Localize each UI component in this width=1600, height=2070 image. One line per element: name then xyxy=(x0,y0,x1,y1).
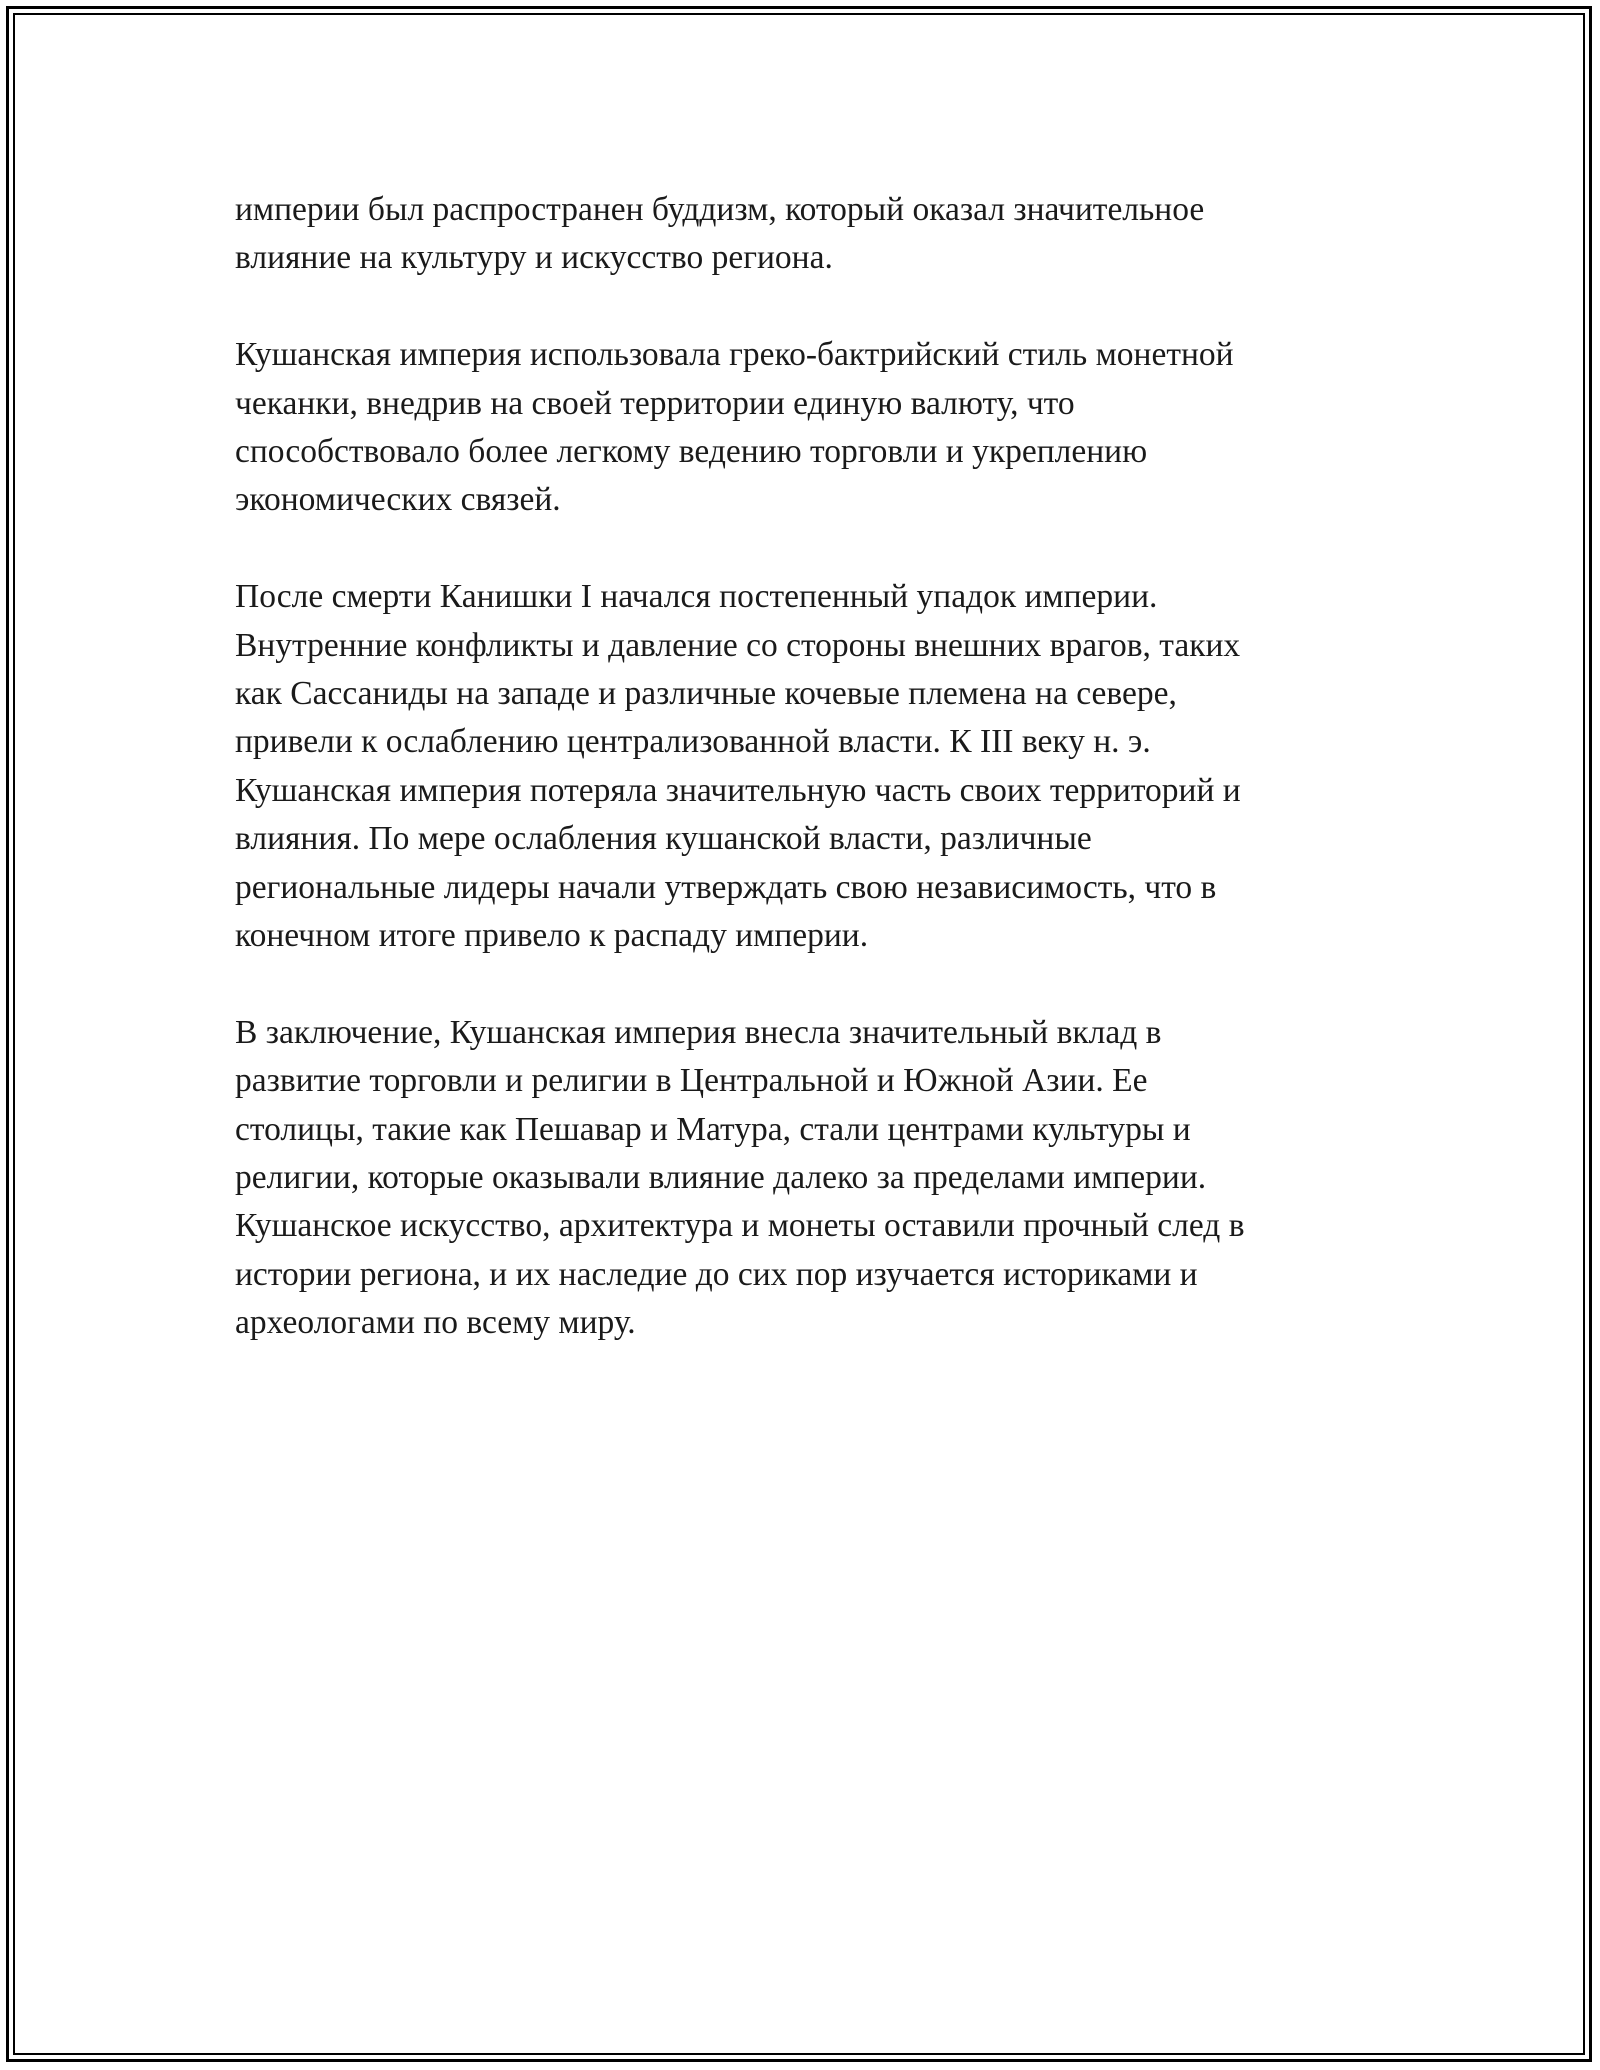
paragraph-decline: После смерти Канишки I начался постепенный упадок империи. Внутренние конфликты и давление со стороны внешних врагов, таких как Сассаниды на западе и различные кочевые племена на севере, привели к ослаблению централизованной власти. К III веку н. э. Кушанская империя потеряла значительную часть своих территорий и влияния. По мере ослабления кушанской власти, различные региональные лидеры начали утверждать свою независимость, что в конечном итоге привело к распаду империи. xyxy=(235,578,1241,955)
document-body xyxy=(235,186,1365,1396)
paragraph-conclusion: В заключение, Кушанская империя внесла значительный вклад в развитие торговли и религии в Центральной и Южной Азии. Ее столицы, такие как Пешавар и Матура, стали центрами культуры и религии, которые оказывали влияние далеко за пределами империи. Кушанское искусство, архитектура и монеты оставили прочный след в истории региона, и их наследие до сих пор изучается историками и археологами по всему миру. xyxy=(235,1013,1245,1342)
paragraph-coinage: Кушанская империя использовала греко-бактрийский стиль монетной чеканки, внедрив на своей территории единую валюту, что способствовало более легкому ведению торговли и укреплению экономических связей. xyxy=(235,336,1234,519)
paragraph-buddhism: империи был распространен буддизм, который оказал значительное влияние на культуру и искусство региона. xyxy=(235,191,1205,277)
